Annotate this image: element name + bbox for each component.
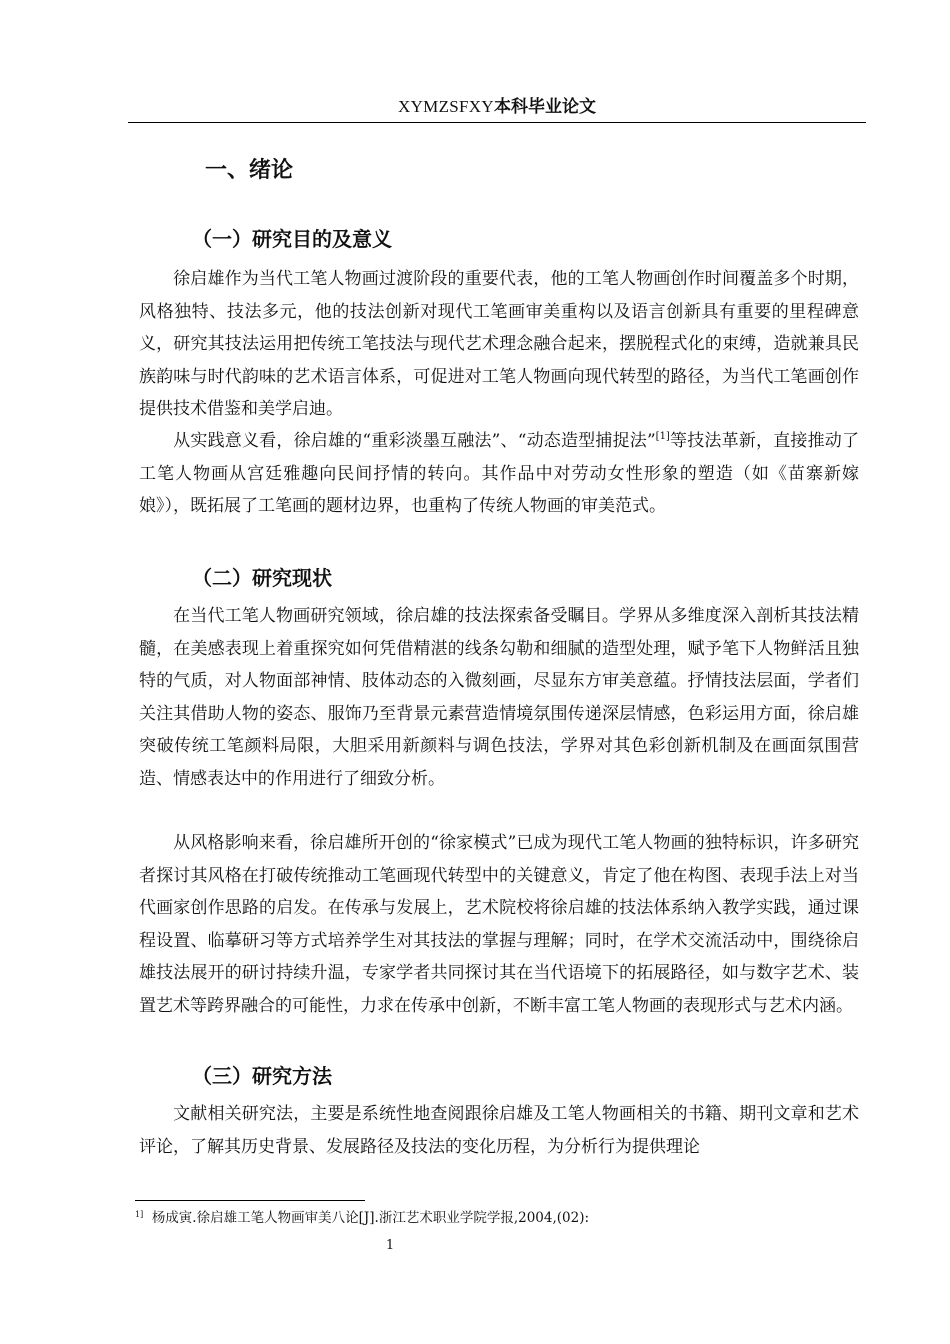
page-header <box>128 94 866 120</box>
footnote-marker: 1] <box>135 1210 144 1219</box>
paragraph: 从风格影响来看，徐启雄所开创的“徐家模式”已成为现代工笔人物画的独特标识，许多研究者探讨其风格在打破传统推动工笔画现代转型中的关键意义，肯定了他在构图、表现手法上对当代画家创作思路的启发。在传承与发展上，艺术院校将徐启雄的技法体系纳入教学实践，通过课程设置、临摹研习等方式培养学生对其技法的掌握与理解；同时，在学术交流活动中，围绕徐启雄技法展开的研讨持续升温，专家学者共同探讨其在当代语境下的拓展路径，如与数字艺术、装置艺术等跨界融合的可能性，力求在传承中创新，不断丰富工笔人物画的表现形式与艺术内涵。 <box>139 833 859 1016</box>
footnote-text: 杨成寅.徐启雄工笔人物画审美八论[J].浙江艺术职业学院学报,2004,(02): <box>151 1210 590 1226</box>
section-title-status: （二）研究现状 <box>192 566 332 590</box>
header-rule <box>128 122 866 123</box>
footnote-rule <box>135 1200 365 1201</box>
citation-ref: [1] <box>655 431 670 442</box>
paragraph: 从实践意义看，徐启雄的“重彩淡墨互融法”、“动态造型捕捉法”[1]等技法革新，直接推动了工笔人物画从宫廷雅趣向民间抒情的转向。其作品中对劳动女性形象的塑造（如《苗寨新嫁娘》），既拓展了工笔画的题材边界，也重构了传统人物画的审美范式。 <box>139 431 860 517</box>
chapter-title: 一、绪论 <box>205 158 294 183</box>
page-number: 1 <box>385 1238 395 1253</box>
footnote <box>135 1208 589 1228</box>
header-title: 本科毕业论文 <box>493 97 596 117</box>
paragraph: 徐启雄作为当代工笔人物画过渡阶段的重要代表，他的工笔人物画创作时间覆盖多个时期，风格独特、技法多元，他的技法创新对现代工笔画审美重构以及语言创新具有重要的里程碑意义，研究其技法运用把传统工笔技法与现代艺术理念融合起来，摆脱程式化的束缚，造就兼具民族韵味与时代韵味的艺术语言体系，可促进对工笔人物画向现代转型的路径，为当代工笔画创作提供技术借鉴和美学启迪。 <box>139 269 859 420</box>
paragraph: 文献相关研究法，主要是系统性地查阅跟徐启雄及工笔人物画相关的书籍、期刊文章和艺术评论，了解其历史背景、发展路径及技法的变化历程，为分析行为提供理论 <box>139 1104 859 1157</box>
paragraph: 在当代工笔人物画研究领域，徐启雄的技法探索备受瞩目。学界从多维度深入剖析其技法精髓，在美感表现上着重探究如何凭借精湛的线条勾勒和细腻的造型处理，赋予笔下人物鲜活且独特的气质，对人物面部神情、肢体动态的入微刻画，尽显东方审美意蕴。抒情技法层面，学者们关注其借助人物的姿态、服饰乃至背景元素营造情境氛围传递深层情感，色彩运用方面，徐启雄突破传统工笔颜料局限，大胆采用新颜料与调色技法，学界对其色彩创新机制及在画面氛围营造、情感表达中的作用进行了细致分析。 <box>139 606 859 789</box>
section-title-purpose: （一）研究目的及意义 <box>192 227 392 251</box>
section-title-methods: （三）研究方法 <box>192 1064 332 1088</box>
header-latin: XYMZSFXY <box>398 97 494 116</box>
